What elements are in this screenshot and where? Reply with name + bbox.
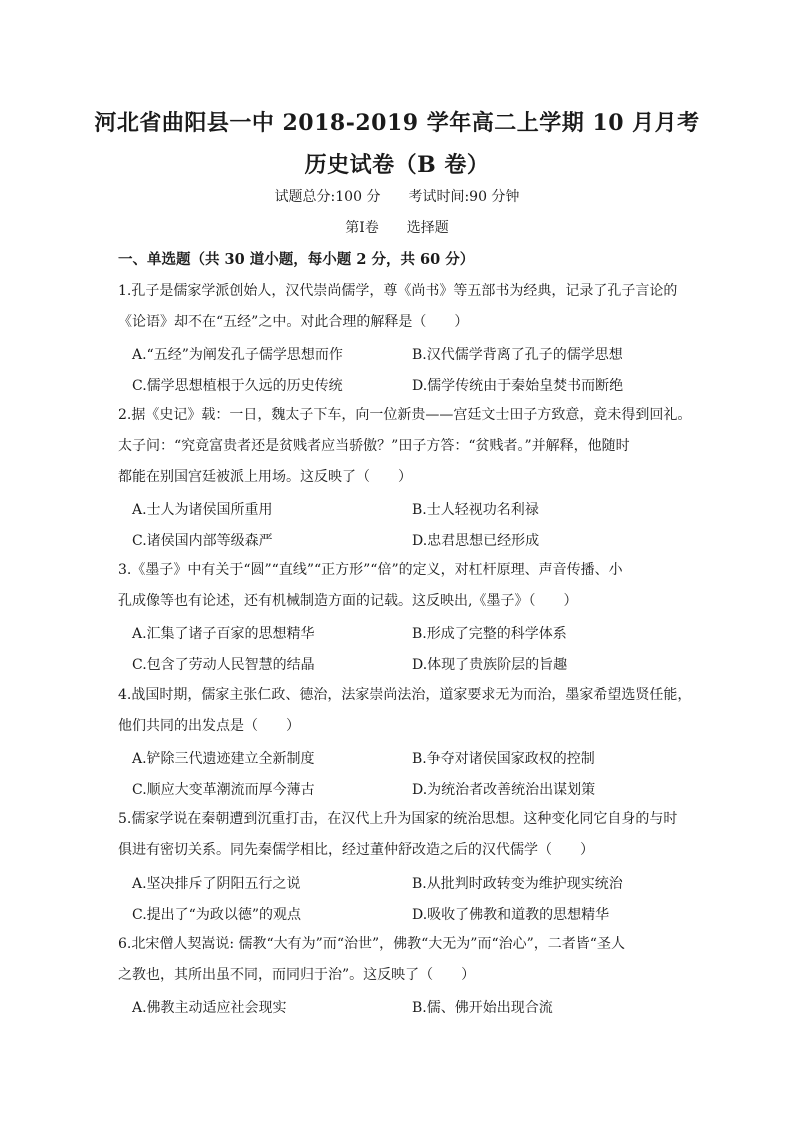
question-4-line-2: 他们共同的出发点是（ ） bbox=[118, 718, 300, 734]
question-1-option-c: C.儒学思想植根于久远的历史传统 bbox=[132, 378, 343, 394]
question-3-option-d: D.体现了贵族阶层的旨趣 bbox=[412, 657, 568, 673]
question-4-option-a: A.铲除三代遗迹建立全新制度 bbox=[132, 751, 315, 767]
question-3-line-1: 3.《墨子》中有关于“圆”“直线”“正方形”“倍”的定义，对杠杆原理、声音传播、小 bbox=[118, 562, 623, 578]
exam-meta: 试题总分:100 分 考试时间:90 分钟 bbox=[274, 189, 520, 205]
question-2-option-b: B.士人轻视功名利禄 bbox=[412, 502, 539, 518]
question-1-line-2: 《论语》却不在“五经”之中。对此合理的解释是（ ） bbox=[118, 314, 469, 330]
question-1-option-d: D.儒学传统由于秦始皇焚书而断绝 bbox=[412, 378, 624, 394]
question-4-option-c: C.顺应大变革潮流而厚今薄古 bbox=[132, 782, 315, 798]
question-5-line-1: 5.儒家学说在秦朝遭到沉重打击，在汉代上升为国家的统治思想。这种变化同它自身的与时 bbox=[118, 811, 678, 827]
question-5-option-d: D.吸收了佛教和道教的思想精华 bbox=[412, 907, 610, 923]
question-5-line-2: 俱进有密切关系。同先秦儒学相比，经过董仲舒改造之后的汉代儒学（ ） bbox=[118, 842, 594, 858]
question-4-option-b: B.争夺对诸侯国家政权的控制 bbox=[412, 751, 595, 767]
question-3-option-c: C.包含了劳动人民智慧的结晶 bbox=[132, 657, 315, 673]
question-2-option-a: A.士人为诸侯国所重用 bbox=[132, 502, 273, 518]
question-2-line-3: 都能在别国宫廷被派上用场。这反映了（ ） bbox=[118, 469, 412, 485]
question-5-option-a: A.坚决排斥了阴阳五行之说 bbox=[132, 876, 301, 892]
question-5-option-b: B.从批判时政转变为维护现实统治 bbox=[412, 876, 623, 892]
question-6-option-b: B.儒、佛开始出现合流 bbox=[412, 1000, 553, 1016]
exam-subtitle: 历史试卷（B 卷） bbox=[304, 152, 490, 178]
question-6-line-2: 之教也，其所出虽不同，而同归于治”。这反映了（ ） bbox=[118, 967, 476, 983]
question-2-line-1: 2.据《史记》载：一日，魏太子下车，向一位新贵——宫廷文士田子方致意，竟未得到回礼。 bbox=[118, 407, 692, 423]
question-1-option-b: B.汉代儒学背离了孔子的儒学思想 bbox=[412, 347, 623, 363]
question-1-option-a: A.“五经”为阐发孔子儒学思想而作 bbox=[132, 347, 343, 363]
question-5-option-c: C.提出了“为政以德”的观点 bbox=[132, 907, 301, 923]
part-heading: 第Ⅰ卷 选择题 bbox=[345, 220, 449, 236]
question-3-option-a: A.汇集了诸子百家的思想精华 bbox=[132, 626, 315, 642]
question-4-option-d: D.为统治者改善统治出谋划策 bbox=[412, 782, 596, 798]
question-6-line-1: 6.北宋僧人契嵩说: 儒教“大有为”而“治世”，佛教“大无为”而“治心”，二者皆“圣人 bbox=[118, 936, 625, 952]
question-2-option-d: D.忠君思想已经形成 bbox=[412, 533, 540, 549]
question-2-option-c: C.诸侯国内部等级森严 bbox=[132, 533, 273, 549]
question-4-line-1: 4.战国时期，儒家主张仁政、德治，法家崇尚法治，道家要求无为而治，墨家希望选贤任能， bbox=[118, 687, 692, 703]
question-6-option-a: A.佛教主动适应社会现实 bbox=[132, 1000, 287, 1016]
question-1-line-1: 1.孔子是儒家学派创始人，汉代崇尚儒学，尊《尚书》等五部书为经典，记录了孔子言论的 bbox=[118, 283, 678, 299]
question-2-line-2: 太子问：“究竟富贵者还是贫贱者应当骄傲？”田子方答：“贫贱者。”并解释，他随时 bbox=[118, 438, 630, 454]
question-3-option-b: B.形成了完整的科学体系 bbox=[412, 626, 567, 642]
exam-title: 河北省曲阳县一中 2018-2019 学年高二上学期 10 月月考 bbox=[94, 110, 700, 136]
section-heading: 一、单选题（共 30 道小题，每小题 2 分，共 60 分） bbox=[118, 251, 475, 268]
question-3-line-2: 孔成像等也有论述，还有机械制造方面的记载。这反映出,《墨子》（ ） bbox=[118, 593, 578, 609]
